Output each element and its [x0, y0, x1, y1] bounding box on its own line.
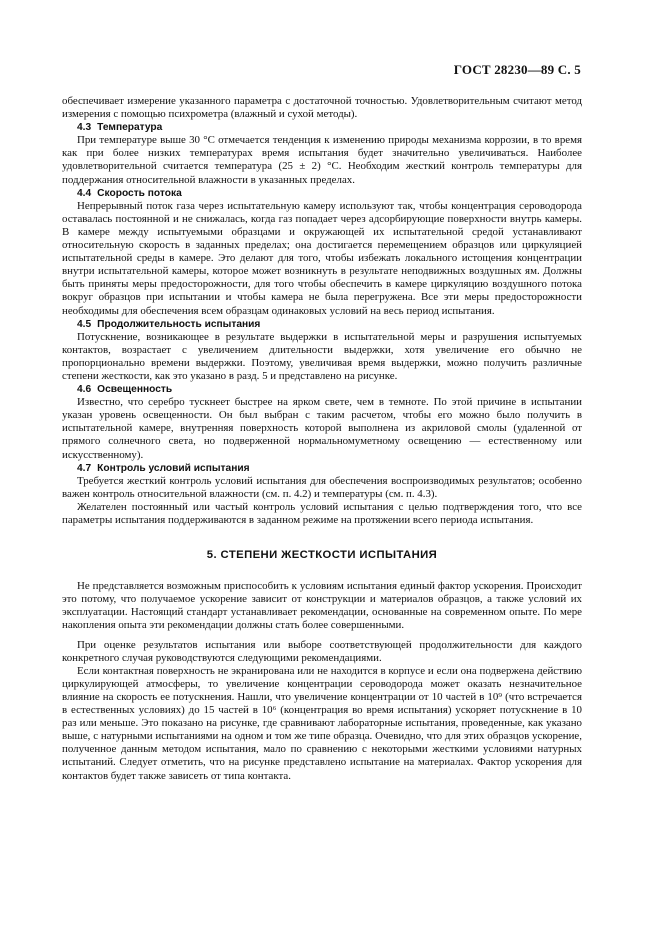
heading-4-3 [77, 121, 582, 134]
heading-title: Контроль условий испытания [97, 462, 250, 474]
heading-4-6 [77, 383, 582, 396]
paragraph-4-3: При температуре выше 30 °С отмечается тенденция к изменению природы механизма коррозии, в то время как при более низких температурах время испытания будет значительно увеличиваться. Наиболее удовлетворительной считается температура (25 ± 2) °С. Необходим жесткий контроль температуры для поддержания относительной влажности в указанных пределах. [62, 134, 582, 186]
page-header [454, 62, 581, 78]
heading-4-4 [77, 187, 582, 200]
paragraph-4-6: Известно, что серебро тускнеет быстрее на ярком свете, чем в темноте. По этой причине в испытании указан уровень освещенности. Он был выбран с таким расчетом, чтобы его можно было получить в испытательной камере, внутренняя поверхность которой выполнена из акриловой смолы (удаленной от прямого солнечного света, но подверженной нормальномуметному освещению — естественному или искусственному). [62, 396, 582, 461]
heading-title: Продолжительность испытания [97, 318, 261, 330]
heading-title: Температура [97, 122, 163, 134]
paragraph-4-5: Потускнение, возникающее в результате выдержки в испытательной меры и разрушения испытуемых контактов, возрастает с увеличением длительности выдержки, хотя увеличение его обычно не пропорционально времени выдержки. Поэтому, увеличивая время выдержки, можно получить различные степени жесткости, как это указано в разд. 5 и представлено на рисунке. [62, 330, 582, 382]
heading-number: 4.6 [77, 384, 92, 396]
paragraph-continuation: обеспечивает измерение указанного параметра с достаточной точностью. Удовлетворительным считают метод измерения с помощью психрометра (влажный и сухой методы). [62, 95, 582, 121]
heading-4-7 [77, 462, 582, 475]
standard-number: ГОСТ 28230—89 [453, 62, 555, 77]
paragraph-5-a: Не представляется возможным приспособить к условиям испытания единый фактор ускорения. Происходит это потому, что получаемое ускорение зависит от конструкции и материалов образцов, а также условий их эксплуатации. Настоящий стандарт устанавливает рекомендации, основанные на современном опыте. По мере накопления опыта эти рекомендации должны стать более совершенными. [62, 580, 582, 632]
heading-number: 4.4 [77, 187, 92, 199]
document-body [62, 95, 582, 783]
heading-number: 4.3 [77, 122, 92, 134]
paragraph-4-7-b: Желателен постоянный или частый контроль условий испытания с целью подтверждения того, что все параметры испытания поддерживаются в заданном режиме на протяжении всего периода испытания. [62, 500, 582, 526]
paragraph-5-b: При оценке результатов испытания или выборе соответствующей продолжительности для каждого конкретного случая руководствуются следующими рекомендациями. [62, 638, 582, 664]
heading-number: 4.7 [77, 462, 92, 474]
heading-title: Освещенность [97, 384, 173, 396]
section-5-title: 5. СТЕПЕНИ ЖЕСТКОСТИ ИСПЫТАНИЯ [206, 549, 438, 562]
heading-4-5 [77, 318, 582, 331]
page-number: С. 5 [557, 62, 581, 77]
paragraph-4-4: Непрерывный поток газа через испытательную камеру используют так, чтобы концентрация сероводорода оставалась постоянной и не снижалась, когда газ попадает через адсорбирующие поверхности внутрь камеры. В камере между испытуемыми образцами и окружающей их испытательной средой устанавливают относительную скорость в заданных пределах; она достигается перемещением образцов или циркуляцией испытательной среды в камере. Это делают для того, чтобы избежать локального истощения концентрации внутри испытательной камеры, которое может возникнуть в результате неподвижных воздушных ям. Должны быть приняты меры предосторожности, для того чтобы обеспечить в камере циркуляцию воздушного потока вокруг образцов при испытании и чтобы камера не была перегружена. Все эти меры предосторожности необходимы для обеспечения всем образцам одинаковых условий на весь период испытания. [62, 199, 582, 317]
heading-number: 4.5 [77, 318, 92, 330]
paragraph-4-7-a: Требуется жесткий контроль условий испытания для обеспечения воспроизводимых результатов; особенно важен контроль относительной влажности (см. п. 4.2) и температуры (см. п. 4.3). [62, 474, 582, 500]
paragraph-5-c: Если контактная поверхность не экранирована или не находится в корпусе и если она подвержена действию циркулирующей атмосферы, то увеличение концентрации сероводорода может оказать незначительное влияние на скорость ее потускнения. Нашли, что увеличение концентрации от 10 частей в 10⁹ (что встречается в естественных условиях) до 15 частей в 10⁶ (концентрация во время испытания) ускоряет потускнение в 10 раз или меньше. Это показано на рисунке, где сравнивают лабораторные испытания, проведенные, как указано выше, с натурными испытаниями на одном и том же типе образца. Очевидно, что для этих образцов ускорение, полученное данным методом испытания, мало по сравнению с некоторыми жесткими условиями натурных испытаний. Следует отметить, что на рисунке представлено испытание на материалах. Фактор ускорения для контактов будет также зависеть от типа контакта. [62, 664, 582, 782]
heading-title: Скорость потока [97, 187, 182, 199]
